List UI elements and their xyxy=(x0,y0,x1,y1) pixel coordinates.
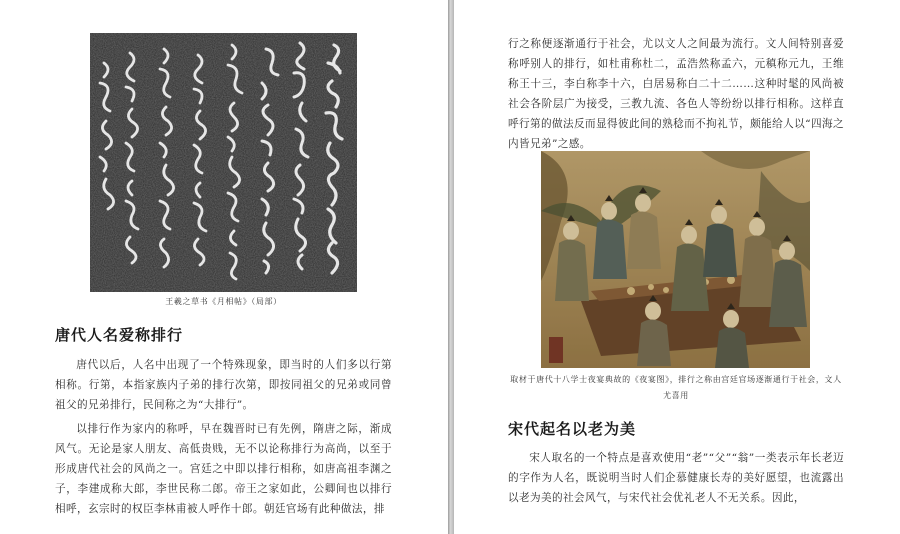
figure-caption: 王羲之草书《月相帖》（局部） xyxy=(165,297,282,306)
calligraphy-rubbing-image xyxy=(90,33,357,292)
banquet-painting-image xyxy=(541,151,810,368)
right-page xyxy=(454,0,900,534)
body-paragraph: 唐代以后，人名中出现了一个特殊现象，即当时的人们多以行第相称。行第，本指家族内子弟的排行次第，即按同祖父的兄弟或同曾祖父的兄弟排行，民间称之为“大排行”。 xyxy=(55,359,392,411)
left-page xyxy=(0,0,448,534)
body-paragraph: 以排行作为家内的称呼，早在魏晋时已有先例，隋唐之际，渐成风气。无论是家人朋友、高低贵贱，无不以论称排行为高尚，以至于形成唐代社会的风尚之一。宫廷之中即以排行相称，如唐高祖李渊之子，李建成称大郎，李世民称二郎。帝王之家如此，公卿间也以排行相呼，玄宗时的权臣李林甫被人呼作十郎。朝廷官场有此种做法，排 xyxy=(55,423,392,515)
body-paragraph: 行之称便逐渐通行于社会，尤以文人之间最为流行。文人间特别喜爱称呼别人的排行，如杜甫称杜二，孟浩然称孟六，元稹称元九，王维称王十三，李白称李十六，白居易称白二十二……这种时髦的风尚被社会各阶层广为接受，三教九流、各色人等纷纷以排行相称。这样直呼行第的做法反而显得彼此间的熟稔而不拘礼节，颇能给人以“四海之内皆兄弟”之感。 xyxy=(508,38,844,150)
section-heading: 宋代起名以老为美 xyxy=(508,420,637,438)
figure-caption: 取材于唐代十八学士夜宴典故的《夜宴图》，排行之称由宫廷官场逐渐通行于社会，文人尤喜用 xyxy=(510,375,842,400)
body-paragraph: 宋人取名的一个特点是喜欢使用“老”“父”“翁”一类表示年长老迈的字作为人名，既说明当时人们企慕健康长寿的美好愿望，也流露出以老为美的社会风气，与宋代社会优礼老人不无关系。因此， xyxy=(508,452,844,504)
section-heading: 唐代人名爱称排行 xyxy=(55,326,184,344)
